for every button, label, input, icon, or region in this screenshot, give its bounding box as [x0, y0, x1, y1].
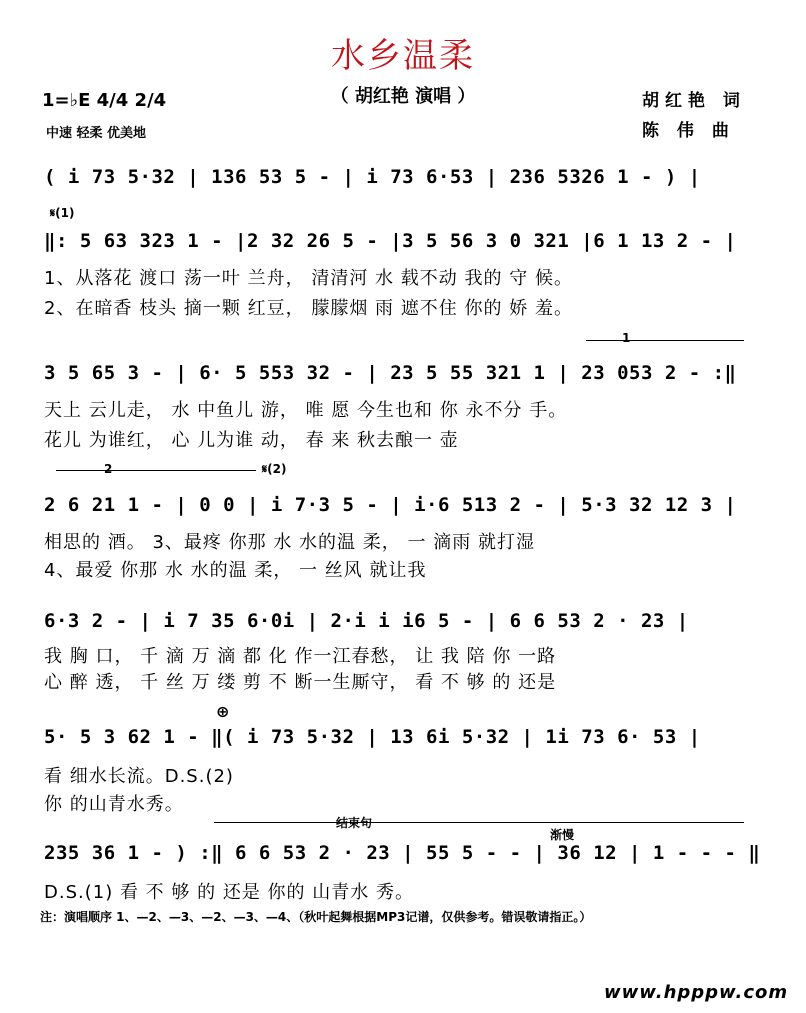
- key-signature: 1=♭E 4/4 2/4: [42, 90, 167, 111]
- performer-line: （ 胡红艳 演唱 ）: [330, 86, 476, 107]
- lyric-line: 天上 云儿走， 水 中鱼儿 游， 唯 愿 今生也和 你 永不分 手。: [44, 400, 568, 421]
- tempo-marking: 中速 轻柔 优美地: [46, 126, 147, 141]
- segno-mark-2: 𝄋(2): [262, 462, 287, 476]
- lyric-line: 你 的山青水秀。: [44, 794, 184, 815]
- song-title: 水乡温柔: [331, 36, 475, 76]
- notation-row: 3 5 65 3 - | 6· 5 553 32 - | 23 5 55 321 1 | 23 053 2 - :‖: [44, 362, 737, 384]
- coda-mark: ⊕: [216, 702, 230, 721]
- notation-row: 2 6 21 1 - | 0 0 | i 7·3 5 - | i·6 513 2 - | 5·3 32 12 3 |: [44, 494, 737, 516]
- composer-credit: 陈 伟 曲: [642, 121, 735, 141]
- ending-label: 结束句: [336, 816, 373, 830]
- volta-bracket-1: [586, 340, 744, 351]
- volta-bracket-2: [56, 470, 256, 481]
- lyricist-credit: 胡红艳 词: [642, 91, 746, 111]
- lyric-line: 2、在暗香 枝头 摘一颗 红豆， 朦朦烟 雨 遮不住 你的 娇 羞。: [44, 298, 573, 319]
- footnote: 注：演唱顺序 1、—2、—3、—2、—3、—4、（秋叶起舞根据MP3记谱，仅供参考。错误敬请指正。）: [40, 910, 592, 924]
- lyric-line: 花儿 为谁红， 心 儿为谁 动， 春 来 秋去酿一 壶: [44, 430, 459, 451]
- lyric-line: 4、最爱 你那 水 水的温 柔， 一 丝风 就让我: [44, 560, 427, 581]
- lyric-line: 1、从落花 渡口 荡一叶 兰舟， 清清河 水 载不动 我的 守 候。: [44, 268, 573, 289]
- ritardando-mark: 渐慢: [550, 828, 575, 842]
- segno-mark-1: 𝄋(1): [50, 206, 75, 220]
- lyric-line: 看 细水长流。D.S.(2): [44, 766, 234, 787]
- notation-row-intro: ( i 73 5·32 | 136 53 5 - | i 73 6·53 | 236 5326 1 - ) |: [44, 166, 701, 188]
- lyric-line: 心 醉 透， 千 丝 万 缕 剪 不 断一生厮守， 看 不 够 的 还是: [44, 672, 557, 693]
- notation-row: 6·3 2 - | i 7 35 6·0i | 2·i i i6 5 - | 6 6 53 2 · 23 |: [44, 610, 689, 632]
- notation-row: ‖: 5 63 323 1 - |2 32 26 5 - |3 5 56 3 0 321 |6 1 13 2 - |: [44, 230, 737, 252]
- notation-row: 5· 5 3 62 1 - ‖( i 73 5·32 | 13 6i 5·32 | 1i 73 6· 53 |: [44, 726, 701, 748]
- ending-bracket: [214, 822, 744, 833]
- volta-label-1: 1: [622, 331, 631, 345]
- notation-row: 235 36 1 - ) :‖ 6 6 53 2 · 23 | 55 5 - - | 36 12 | 1 - - - ‖: [44, 842, 761, 864]
- volta-label-2: 2: [104, 462, 113, 476]
- lyric-line: D.S.(1) 看 不 够 的 还是 你的 山青水 秀。: [44, 882, 414, 903]
- lyric-line: 相思的 酒。 3、最疼 你那 水 水的温 柔， 一 滴雨 就打湿: [44, 532, 535, 553]
- lyric-line: 我 胸 口， 千 滴 万 滴 都 化 作一江春愁， 让 我 陪 你 一路: [44, 646, 557, 667]
- website-watermark: www.hpppw.com: [604, 982, 789, 1003]
